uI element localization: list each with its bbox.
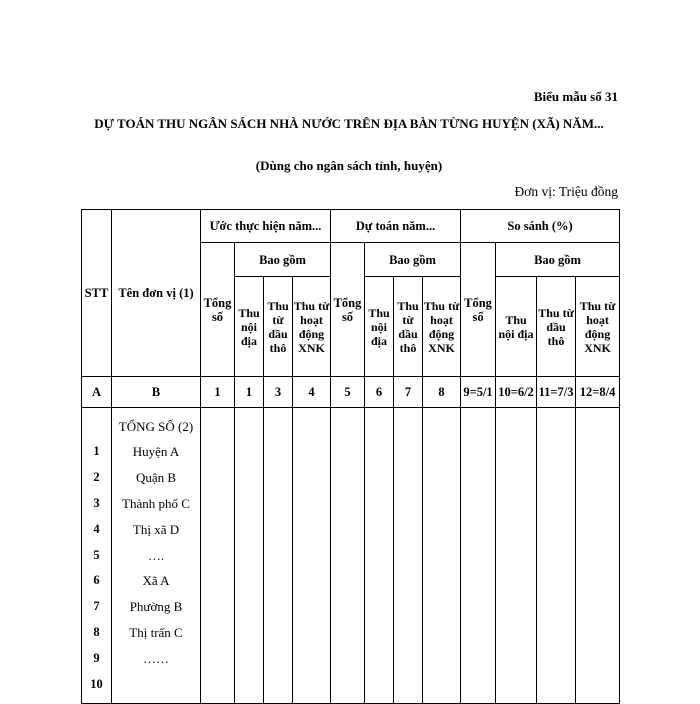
header-import-export-1: Thu từ hoạt động XNK — [293, 277, 331, 377]
value-cell[interactable] — [293, 408, 331, 704]
value-cell[interactable] — [537, 408, 576, 704]
form-number: Biểu mẫu số 31 — [533, 89, 618, 104]
header-estimate-group: Ước thực hiện năm... — [201, 210, 331, 243]
value-cell[interactable] — [496, 408, 537, 704]
unit-label: Đơn vị: Triệu đồng — [514, 184, 618, 199]
column-code: 6 — [365, 377, 394, 408]
header-total-3: Tổng số — [461, 243, 496, 377]
row-unit-name: Thành phố C — [122, 496, 190, 511]
unit-name-column — [112, 408, 201, 704]
header-import-export-3: Thu từ hoạt động XNK — [576, 277, 620, 377]
column-code: 10=6/2 — [496, 377, 537, 408]
row-unit-name: Phường B — [129, 599, 183, 615]
header-domestic-3: Thu nội địa — [496, 277, 537, 377]
row-unit-name: Thị xã D — [132, 521, 180, 537]
document-subtitle: (Dùng cho ngân sách tỉnh, huyện) — [255, 158, 443, 173]
column-code: 3 — [264, 377, 293, 408]
row-unit-name: Quận B — [135, 470, 177, 486]
row-stt: 5 — [93, 547, 100, 562]
header-domestic-2: Thu nội địa — [365, 277, 394, 377]
column-code: A — [82, 377, 112, 408]
value-cell[interactable] — [235, 408, 264, 704]
header-crude-oil-2: Thu từ dầu thô — [394, 277, 423, 377]
row-stt: 9 — [93, 650, 100, 665]
header-total-1: Tổng số — [201, 243, 235, 377]
value-cell[interactable] — [423, 408, 461, 704]
value-cell[interactable] — [394, 408, 423, 704]
column-code: 12=8/4 — [576, 377, 620, 408]
row-unit-name: Xã A — [142, 573, 170, 589]
row-stt: 3 — [93, 496, 100, 510]
row-stt: 4 — [93, 521, 100, 536]
header-including-1: Bao gồm — [235, 243, 331, 277]
header-unit-name: Tên đơn vị (1) — [112, 210, 201, 377]
header-compare-group: So sánh (%) — [461, 210, 620, 243]
row-unit-name: Thị trấn C — [129, 624, 183, 640]
column-code: B — [112, 377, 201, 408]
row-stt: 8 — [93, 624, 100, 639]
column-code: 1 — [235, 377, 264, 408]
stt-column — [82, 408, 112, 704]
column-code: 11=7/3 — [537, 377, 576, 408]
header-crude-oil-3: Thu từ dầu thô — [537, 277, 576, 377]
header-budget-group: Dự toán năm... — [331, 210, 461, 243]
row-stt: 10 — [90, 676, 103, 691]
value-cell[interactable] — [264, 408, 293, 704]
header-including-2: Bao gồm — [365, 243, 461, 277]
row-stt: 7 — [93, 599, 100, 614]
row-stt: 6 — [93, 573, 100, 588]
row-unit-name: …. — [147, 547, 165, 563]
row-stt — [82, 414, 111, 440]
value-cell[interactable] — [576, 408, 620, 704]
header-crude-oil-1: Thu từ dầu thô — [264, 277, 293, 377]
column-code: 9=5/1 — [461, 377, 496, 408]
header-import-export-2: Thu từ hoạt động XNK — [423, 277, 461, 377]
value-cell[interactable] — [461, 408, 496, 704]
document-title: DỰ TOÁN THU NGÂN SÁCH NHÀ NƯỚC TRÊN ĐỊA BÀN TỪNG HUYỆN (XÃ) NĂM... — [94, 116, 604, 131]
header-total-2: Tổng số — [331, 243, 365, 377]
header-stt: STT — [82, 210, 112, 377]
column-code: 7 — [394, 377, 423, 408]
row-unit-name: …… — [143, 650, 169, 666]
row-unit-name: Huyện A — [132, 444, 180, 460]
row-stt: 1 — [93, 444, 100, 459]
value-cell[interactable] — [365, 408, 394, 704]
column-code: 4 — [293, 377, 331, 408]
total-row-label: TỔNG SỐ (2) — [118, 418, 194, 434]
row-stt: 2 — [93, 470, 100, 485]
header-domestic-1: Thu nội địa — [235, 277, 264, 377]
column-code: 8 — [423, 377, 461, 408]
row-unit-name — [112, 672, 200, 698]
budget-table — [81, 209, 620, 704]
value-cell[interactable] — [331, 408, 365, 704]
header-including-3: Bao gồm — [496, 243, 620, 277]
value-cell[interactable] — [201, 408, 235, 704]
column-code: 1 — [201, 377, 235, 408]
column-code-row — [82, 377, 620, 408]
column-code: 5 — [331, 377, 365, 408]
